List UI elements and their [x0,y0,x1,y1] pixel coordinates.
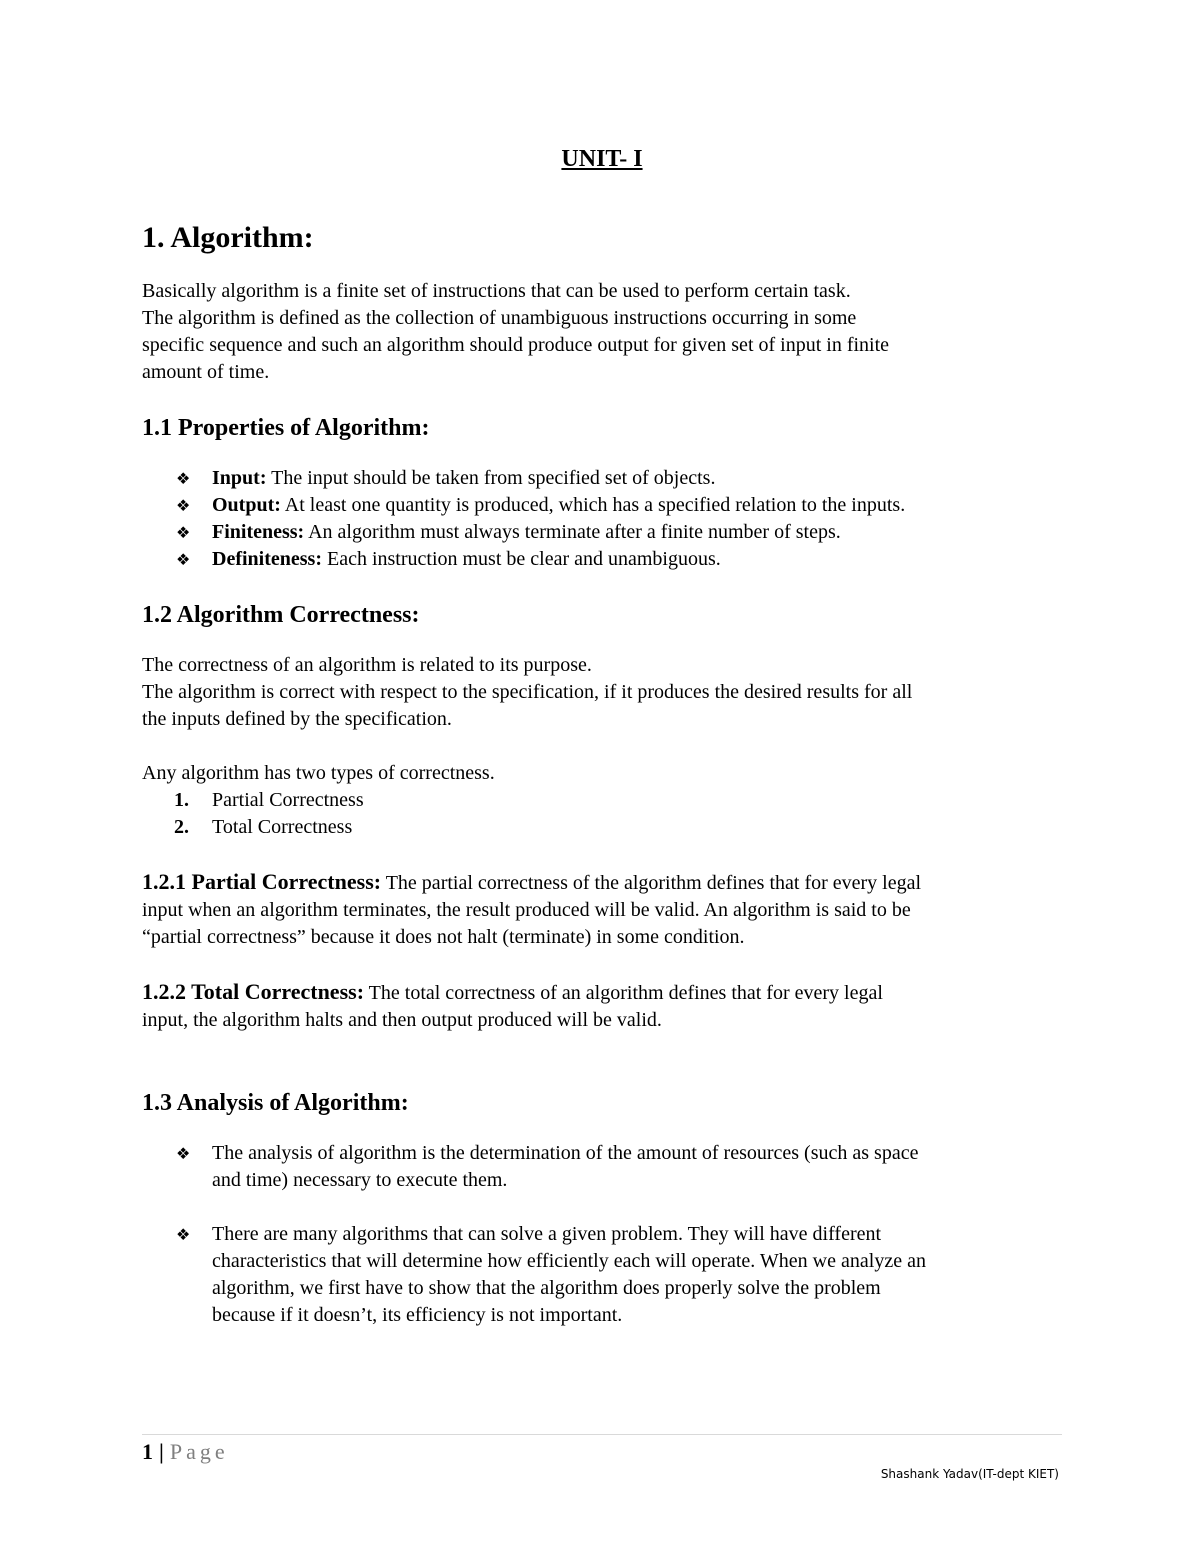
algorithm-para2-line3: amount of time. [142,361,270,383]
diamond-bullet-icon: ❖ [176,550,191,569]
list-item [174,814,1062,841]
partial-line3: “partial correctness” because it does not halt (terminate) in some condition. [142,926,745,948]
page-content [142,136,1062,1329]
partial-line2: input when an algorithm terminates, the result produced will be valid. An algorithm is said to be [142,899,911,921]
list-item [176,1140,1062,1194]
diamond-bullet-icon: ❖ [176,1225,191,1244]
list-number: 2. [174,816,189,838]
list-label: Partial Correctness [212,789,364,811]
total-line1: The total correctness of an algorithm defines that for every legal [364,982,883,1004]
list-item [176,465,1062,492]
page-number: 1 [142,1439,153,1464]
page-label: Page [169,1439,229,1464]
diamond-bullet-icon: ❖ [176,1144,191,1163]
property-term: Input: [212,467,267,489]
properties-list [142,465,1062,573]
property-text: Each instruction must be clear and unambiguous. [321,548,721,570]
list-item [176,546,1062,573]
property-term: Definiteness: [212,548,322,570]
list-item [176,1221,1062,1329]
page-footer-number [142,1438,229,1466]
heading-algorithm: 1. Algorithm: [142,221,314,254]
heading-properties: 1.1 Properties of Algorithm: [142,415,430,441]
algorithm-para2-line2: specific sequence and such an algorithm should produce output for given set of input in finite [142,334,890,356]
correctness-types-intro: Any algorithm has two types of correctness. [142,762,495,784]
footer-author: Shashank Yadav(IT-dept KIET) [880,1467,1059,1481]
property-text: At least one quantity is produced, which has a specified relation to the inputs. [280,494,906,516]
property-term: Finiteness: [212,521,305,543]
analysis-item2-line3: algorithm, we first have to show that the algorithm does properly solve the problem [212,1277,881,1299]
analysis-item2-line1: There are many algorithms that can solve a given problem. They will have different [212,1223,882,1245]
property-term: Output: [212,494,281,516]
correctness-para2-line2: the inputs defined by the specification. [142,708,452,730]
analysis-list [142,1140,1062,1329]
correctness-para2-line1: The algorithm is correct with respect to the specification, if it produces the desired results for all [142,681,913,703]
correctness-types-list [142,787,1062,841]
property-text: An algorithm must always terminate after a finite number of steps. [304,521,841,543]
heading-correctness: 1.2 Algorithm Correctness: [142,602,420,628]
footer-divider [142,1434,1062,1435]
total-correctness-lead: 1.2.2 Total Correctness: [142,979,365,1004]
list-item [174,787,1062,814]
list-item [176,519,1062,546]
analysis-item2-line4: because if it doesn’t, its efficiency is not important. [212,1304,623,1326]
list-label: Total Correctness [212,816,353,838]
diamond-bullet-icon: ❖ [176,496,191,515]
analysis-item1-line1: The analysis of algorithm is the determination of the amount of resources (such as space [212,1142,919,1164]
diamond-bullet-icon: ❖ [176,523,191,542]
correctness-para1: The correctness of an algorithm is related to its purpose. [142,654,592,676]
diamond-bullet-icon: ❖ [176,469,191,488]
partial-correctness-para [142,868,1062,897]
total-correctness-para [142,978,1062,1007]
list-number: 1. [174,789,189,811]
algorithm-para1: Basically algorithm is a finite set of instructions that can be used to perform certain task. [142,280,851,302]
analysis-item1-line2: and time) necessary to execute them. [212,1169,508,1191]
total-line2: input, the algorithm halts and then output produced will be valid. [142,1009,662,1031]
unit-title: UNIT- I [561,146,643,172]
footer-separator: | [159,1439,164,1464]
partial-line1: The partial correctness of the algorithm defines that for every legal [381,872,922,894]
algorithm-para2-line1: The algorithm is defined as the collection of unambiguous instructions occurring in some [142,307,857,329]
partial-correctness-lead: 1.2.1 Partial Correctness: [142,869,382,894]
list-item [176,492,1062,519]
property-text: The input should be taken from specified set of objects. [266,467,716,489]
heading-analysis: 1.3 Analysis of Algorithm: [142,1090,409,1116]
analysis-item2-line2: characteristics that will determine how efficiently each will operate. When we analyze an [212,1250,926,1272]
